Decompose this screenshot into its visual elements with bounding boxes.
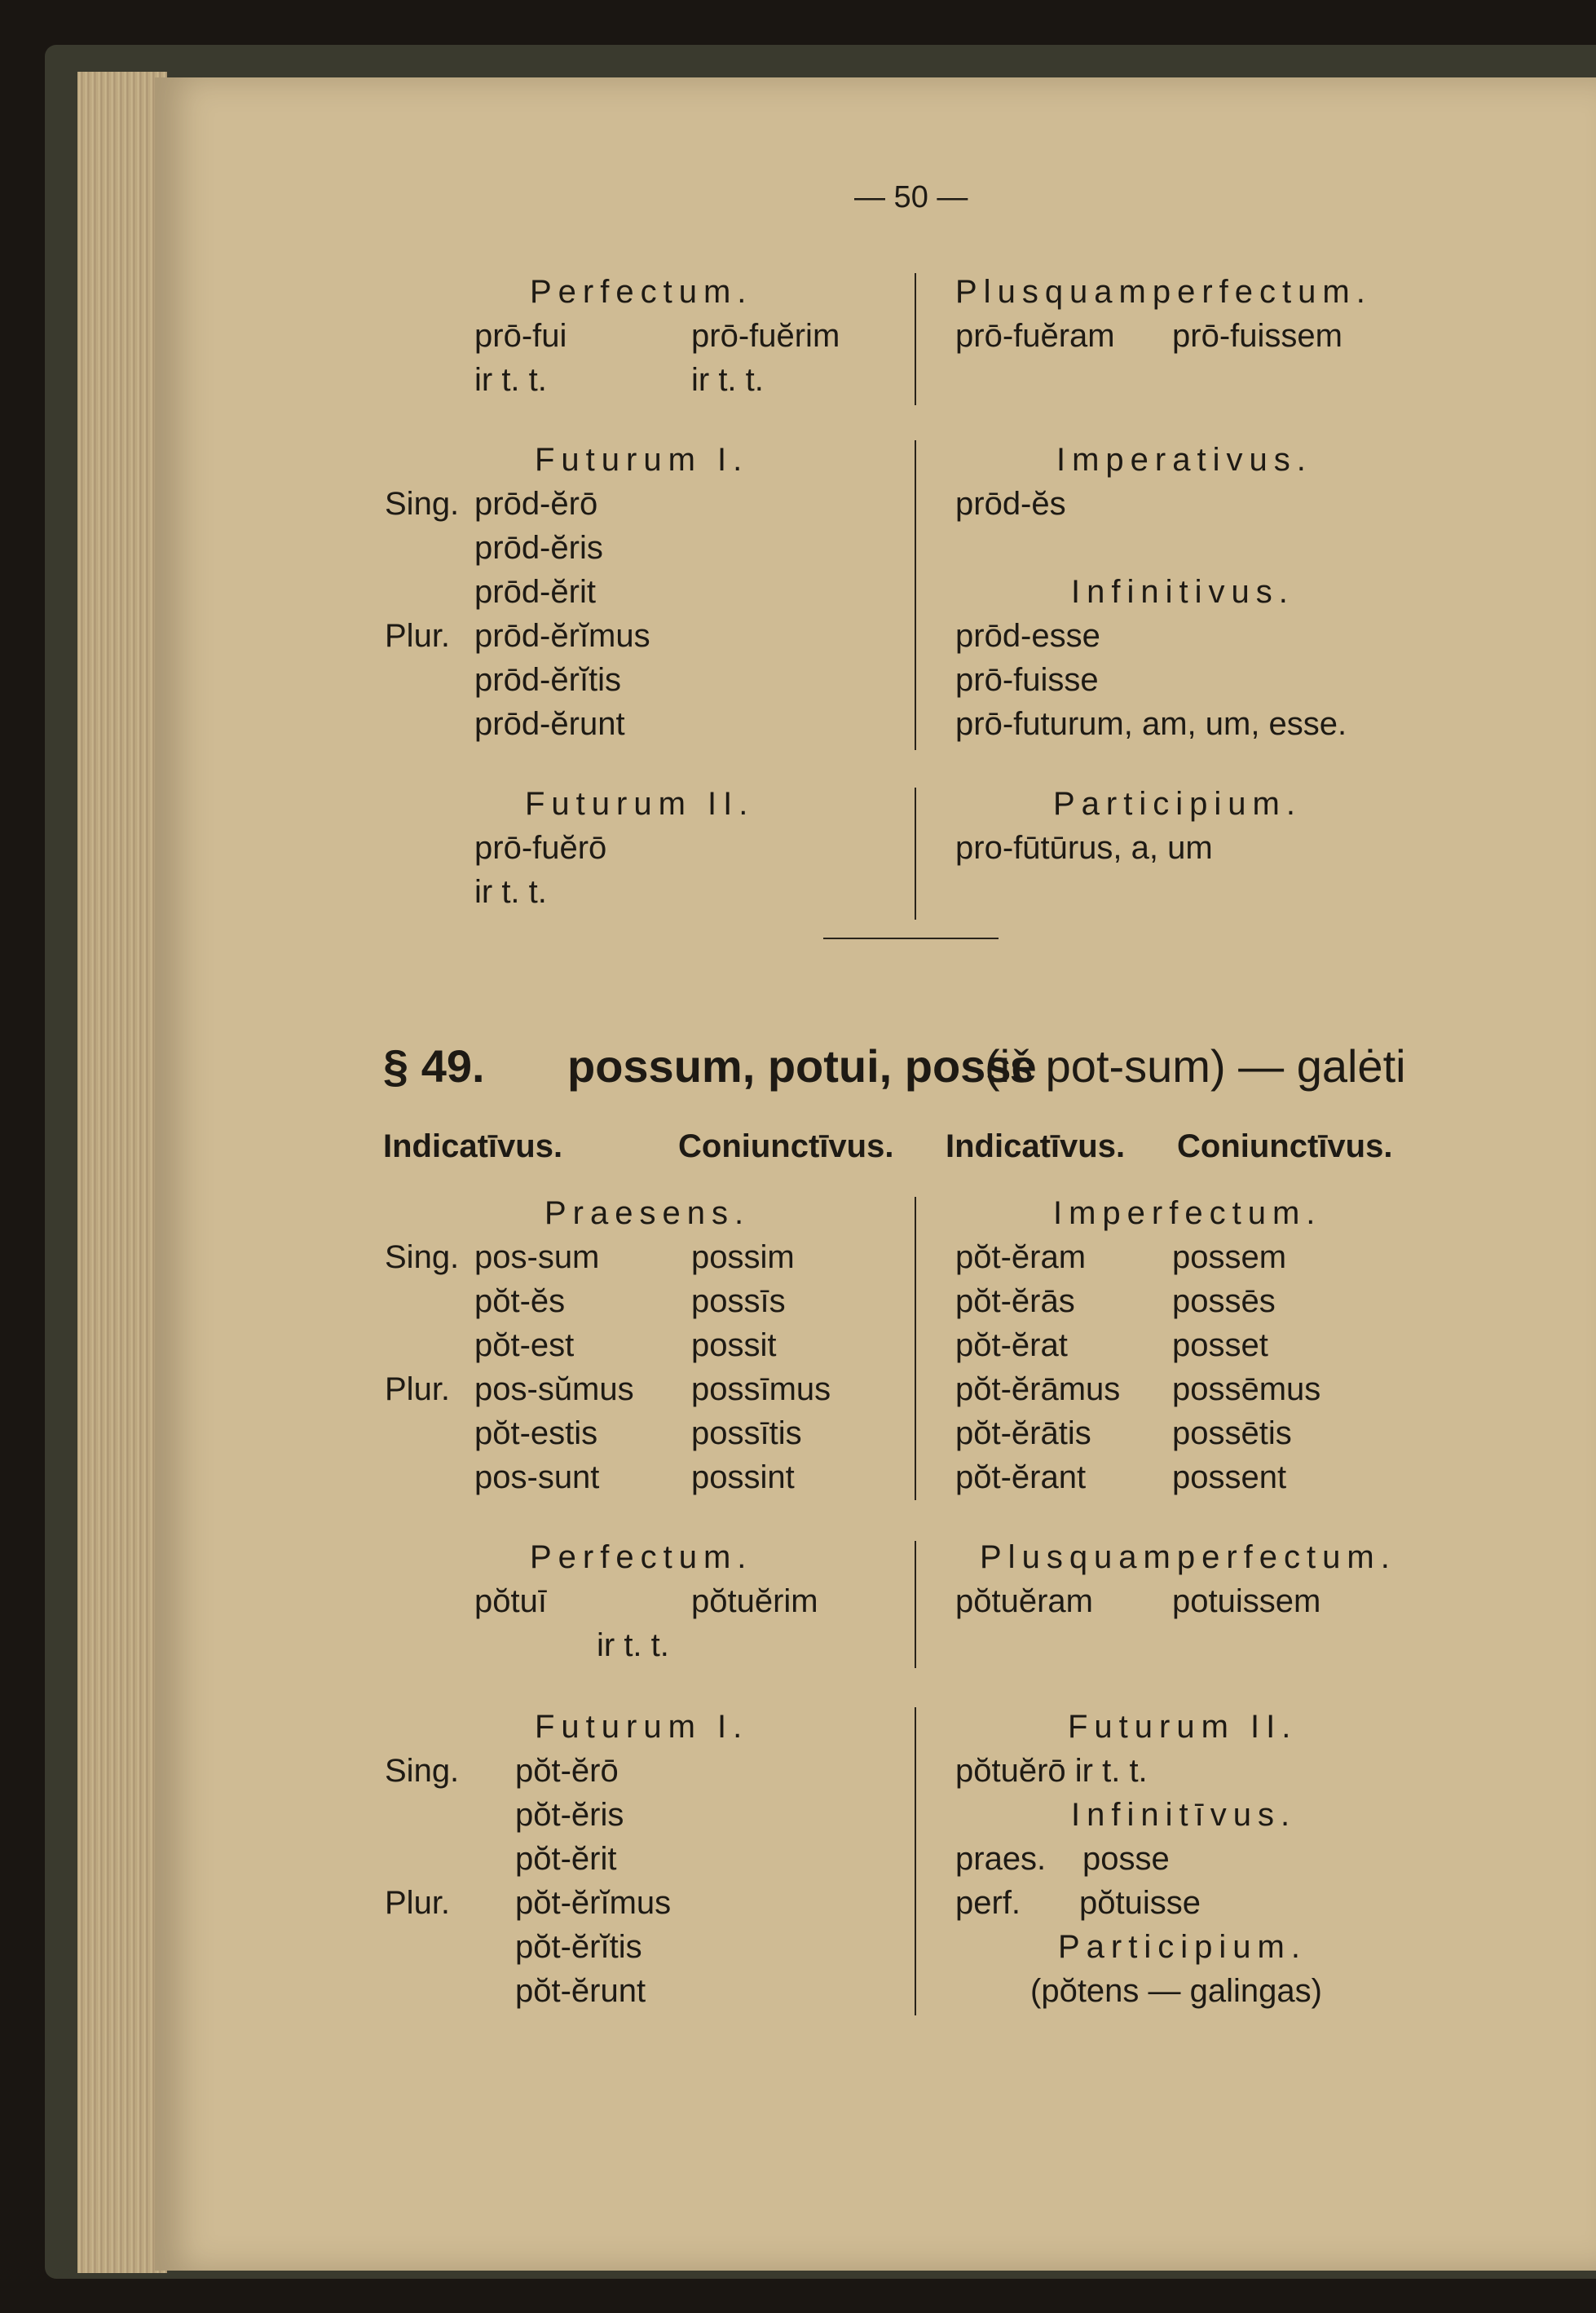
participium-heading: Participium. [1058, 1929, 1307, 1965]
participium-heading: Participium. [1053, 786, 1302, 822]
imperfectum-ind: pŏt-ĕrant [955, 1459, 1087, 1495]
praesens-ind: pos-sunt [474, 1459, 600, 1495]
section-rule [823, 938, 999, 939]
futurum1-form: prōd-ĕrĭmus [474, 618, 650, 654]
futurum2-form: prō-fuĕrō [474, 830, 607, 866]
page-edges [77, 72, 167, 2273]
plusquamperfectum-ind: prō-fuĕram [955, 318, 1115, 354]
plur-label: Plur. [385, 1371, 451, 1407]
plusquamperfectum-heading: Plusquamperfectum. [980, 1539, 1396, 1575]
perfectum-conj: pŏtuĕrim [691, 1583, 818, 1619]
futurum1-form: pŏt-ĕrĭmus [515, 1885, 672, 1921]
plusquamperfectum-conj: potuissem [1172, 1583, 1321, 1619]
column-divider [915, 273, 916, 405]
imperfectum-conj: possent [1172, 1459, 1287, 1495]
futurum1-heading: Futurum I. [535, 442, 749, 478]
futurum1-form: prōd-ĕrō [474, 486, 598, 522]
column-header: Coniunctīvus. [1177, 1128, 1393, 1164]
perfectum-heading: Perfectum. [530, 1539, 753, 1575]
imperfectum-ind: pŏt-ĕrat [955, 1327, 1068, 1363]
praesens-conj: possint [691, 1459, 795, 1495]
plur-label: Plur. [385, 1885, 451, 1921]
praesens-ind: pos-sŭmus [474, 1371, 634, 1407]
section-mark: § 49. [383, 1040, 485, 1092]
praesens-ind: pŏt-estis [474, 1415, 598, 1451]
futurum2-heading: Futurum II. [525, 786, 755, 822]
sing-label: Sing. [385, 1753, 460, 1789]
futurum1-heading: Futurum I. [535, 1709, 749, 1745]
imperfectum-ind: pŏt-ĕram [955, 1239, 1087, 1275]
sing-label: Sing. [385, 1239, 460, 1275]
praesens-ind: pŏt-est [474, 1327, 575, 1363]
column-header: Coniunctīvus. [678, 1128, 894, 1164]
imperfectum-ind: pŏt-ĕrās [955, 1283, 1075, 1319]
participium-form: (pŏtens — galingas) [1030, 1973, 1322, 2009]
perfectum-ind-rest: ir t. t. [474, 362, 547, 398]
infinitivus-form: prōd-esse [955, 618, 1100, 654]
praesens-ind: pos-sum [474, 1239, 600, 1275]
page-number: — 50 — [854, 180, 968, 214]
imperativus-form: prōd-ĕs [955, 486, 1066, 522]
imperativus-heading: Imperativus. [1056, 442, 1312, 478]
imperfectum-conj: posset [1172, 1327, 1268, 1363]
imperfectum-heading: Imperfectum. [1053, 1195, 1322, 1231]
column-divider [915, 788, 916, 920]
plusquamperfectum-ind: pŏtuĕram [955, 1583, 1093, 1619]
perf-label: perf. [955, 1885, 1021, 1921]
section-title: possum, potui, posse [567, 1040, 1037, 1092]
praesens-conj: possit [691, 1327, 777, 1363]
futurum1-form: pŏt-ĕrĭtis [515, 1929, 642, 1965]
perfectum-rest: ir t. t. [597, 1627, 669, 1663]
praesens-ind: pŏt-ĕs [474, 1283, 566, 1319]
column-divider [915, 440, 916, 750]
column-header: Indicatīvus. [946, 1128, 1126, 1164]
infinitivus-praes: posse [1082, 1841, 1170, 1877]
futurum1-form: pŏt-ĕris [515, 1797, 624, 1833]
infinitivus-heading: Infinitivus. [1071, 574, 1294, 610]
infinitivus-form: prō-fuisse [955, 662, 1099, 698]
infinitivus-form: prō-futurum, am, um, esse. [955, 706, 1347, 742]
imperfectum-conj: possētis [1172, 1415, 1292, 1451]
futurum1-form: prōd-ĕrit [474, 574, 596, 610]
perfectum-heading: Perfectum. [530, 274, 753, 310]
futurum1-form: prōd-ĕris [474, 530, 603, 566]
column-divider [915, 1197, 916, 1500]
section-title-rest: (iš pot-sum) — galėti [985, 1040, 1406, 1092]
perfectum-ind: prō-fui [474, 318, 567, 354]
praesens-conj: possim [691, 1239, 795, 1275]
column-header: Indicatīvus. [383, 1128, 563, 1164]
imperfectum-conj: possēmus [1172, 1371, 1321, 1407]
imperfectum-conj: possem [1172, 1239, 1287, 1275]
participium-form: pro-fūtūrus, a, um [955, 830, 1213, 866]
infinitivus-perf: pŏtuisse [1079, 1885, 1201, 1921]
praes-label: praes. [955, 1841, 1047, 1877]
futurum1-form: pŏt-ĕrunt [515, 1973, 646, 2009]
plusquamperfectum-conj: prō-fuissem [1172, 318, 1342, 354]
futurum1-form: prōd-ĕrunt [474, 706, 625, 742]
column-divider [915, 1707, 916, 2015]
infinitivus-heading: Infinitīvus. [1071, 1797, 1297, 1833]
imperfectum-conj: possēs [1172, 1283, 1276, 1319]
futurum2-form: pŏtuĕrō ir t. t. [955, 1753, 1148, 1789]
plusquamperfectum-heading: Plusquamperfectum. [955, 274, 1372, 310]
futurum1-form: pŏt-ĕrō [515, 1753, 619, 1789]
futurum2-heading: Futurum II. [1068, 1709, 1298, 1745]
perfectum-ind: pŏtuī [474, 1583, 547, 1619]
book-page [155, 77, 1596, 2271]
futurum1-form: pŏt-ĕrit [515, 1841, 617, 1877]
praesens-conj: possīs [691, 1283, 786, 1319]
perfectum-conj-rest: ir t. t. [691, 362, 764, 398]
sing-label: Sing. [385, 486, 460, 522]
praesens-conj: possīmus [691, 1371, 831, 1407]
futurum2-rest: ir t. t. [474, 874, 547, 910]
praesens-heading: Praesens. [544, 1195, 751, 1231]
column-divider [915, 1541, 916, 1668]
plur-label: Plur. [385, 618, 451, 654]
imperfectum-ind: pŏt-ĕrātis [955, 1415, 1091, 1451]
imperfectum-ind: pŏt-ĕrāmus [955, 1371, 1121, 1407]
perfectum-conj: prō-fuĕrim [691, 318, 840, 354]
praesens-conj: possītis [691, 1415, 802, 1451]
futurum1-form: prōd-ĕrĭtis [474, 662, 622, 698]
